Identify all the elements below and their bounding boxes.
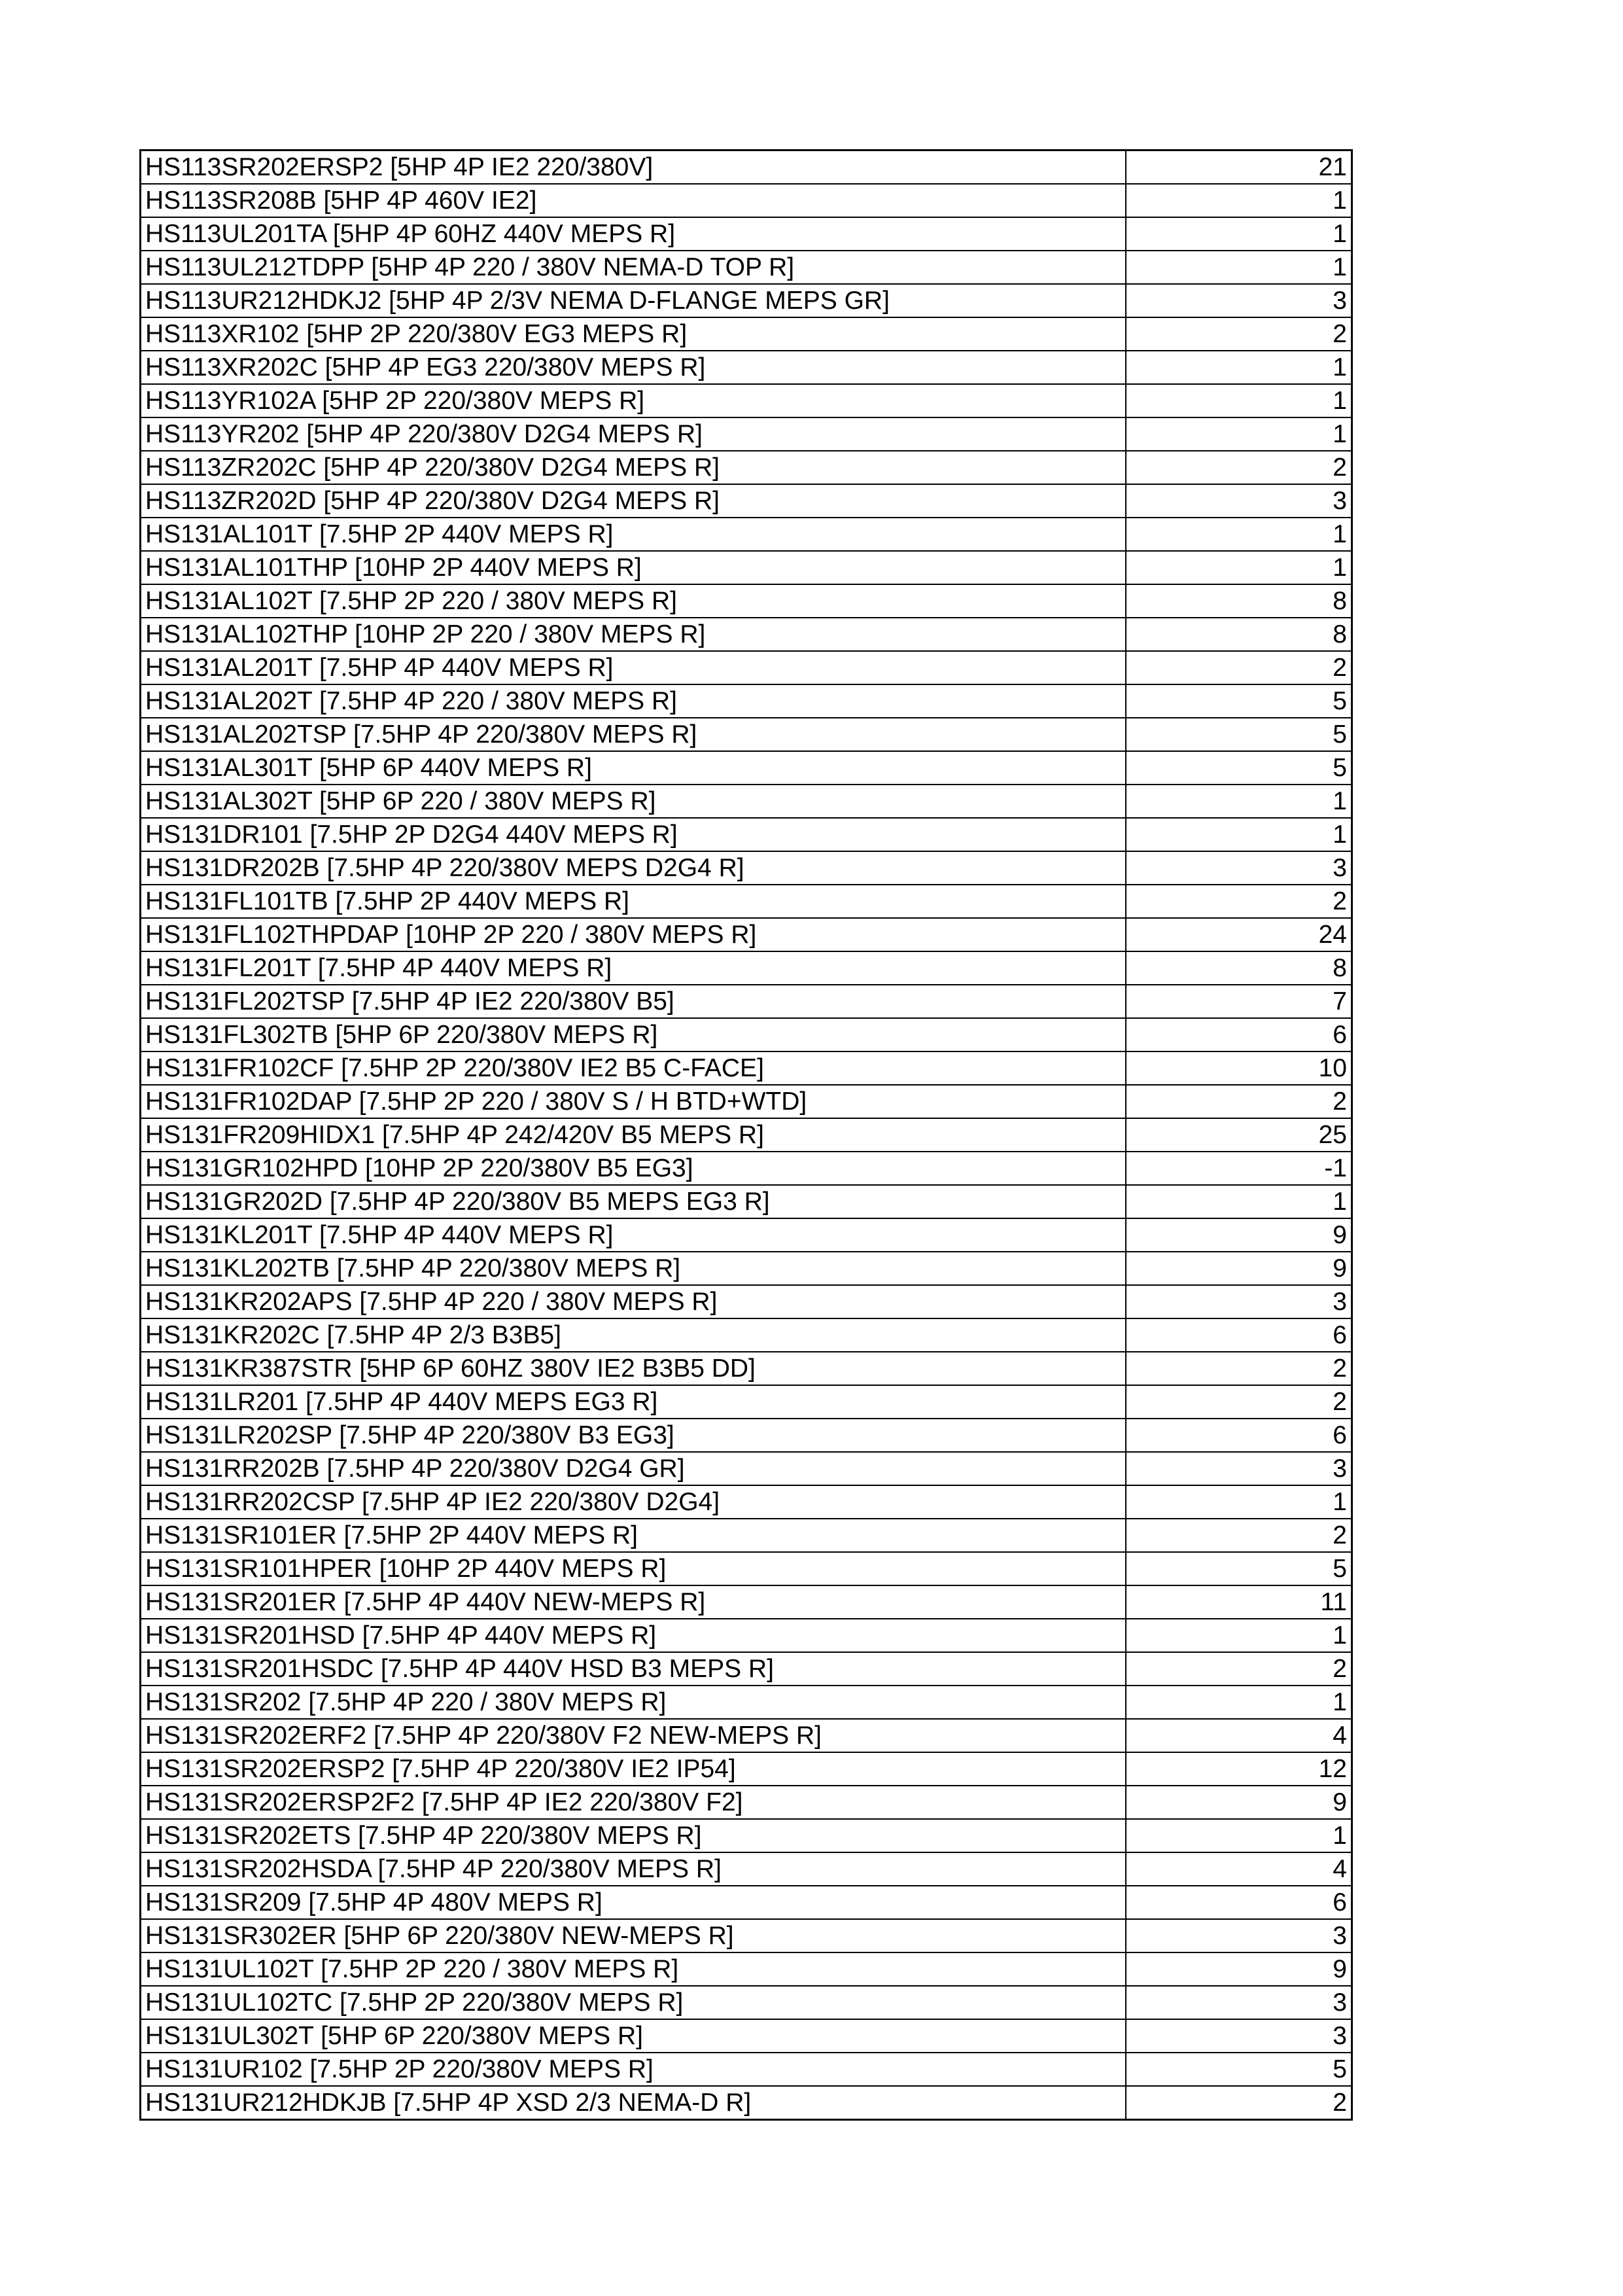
item-description-cell: HS131KL202TB [7.5HP 4P 220/380V MEPS R] bbox=[141, 1252, 1126, 1285]
item-description-cell: HS131SR209 [7.5HP 4P 480V MEPS R] bbox=[141, 1886, 1126, 1919]
item-quantity-cell: 8 bbox=[1126, 584, 1352, 618]
table-row bbox=[141, 851, 1352, 885]
item-quantity-cell: 1 bbox=[1126, 518, 1352, 551]
item-quantity-cell: 6 bbox=[1126, 1318, 1352, 1352]
item-description-cell: HS131SR202ETS [7.5HP 4P 220/380V MEPS R] bbox=[141, 1819, 1126, 1852]
item-quantity-cell: 7 bbox=[1126, 985, 1352, 1018]
table-row bbox=[141, 1385, 1352, 1419]
item-description-cell: HS131AL301T [5HP 6P 440V MEPS R] bbox=[141, 751, 1126, 785]
table-row bbox=[141, 951, 1352, 985]
item-description-cell: HS131AL302T [5HP 6P 220 / 380V MEPS R] bbox=[141, 785, 1126, 818]
item-description-cell: HS131AL101THP [10HP 2P 440V MEPS R] bbox=[141, 551, 1126, 584]
item-quantity-cell: 5 bbox=[1126, 751, 1352, 785]
item-description-cell: HS131FL202TSP [7.5HP 4P IE2 220/380V B5] bbox=[141, 985, 1126, 1018]
item-quantity-cell: 3 bbox=[1126, 1452, 1352, 1485]
item-quantity-cell: 6 bbox=[1126, 1419, 1352, 1452]
item-description-cell: HS131LR202SP [7.5HP 4P 220/380V B3 EG3] bbox=[141, 1419, 1126, 1452]
item-description-cell: HS131DR101 [7.5HP 2P D2G4 440V MEPS R] bbox=[141, 818, 1126, 851]
table-row bbox=[141, 417, 1352, 451]
table-row bbox=[141, 684, 1352, 718]
item-quantity-cell: 21 bbox=[1126, 150, 1352, 185]
table-row bbox=[141, 1686, 1352, 1719]
table-row bbox=[141, 150, 1352, 185]
item-quantity-cell: 2 bbox=[1126, 1652, 1352, 1686]
item-quantity-cell: 8 bbox=[1126, 618, 1352, 651]
item-description-cell: HS131SR202 [7.5HP 4P 220 / 380V MEPS R] bbox=[141, 1686, 1126, 1719]
item-quantity-cell: 4 bbox=[1126, 1852, 1352, 1886]
item-quantity-cell: 11 bbox=[1126, 1585, 1352, 1619]
item-description-cell: HS131SR202HSDA [7.5HP 4P 220/380V MEPS R] bbox=[141, 1852, 1126, 1886]
table-row bbox=[141, 1585, 1352, 1619]
item-description-cell: HS131FL102THPDAP [10HP 2P 220 / 380V MEPS R] bbox=[141, 918, 1126, 951]
table-row bbox=[141, 785, 1352, 818]
item-quantity-cell: 10 bbox=[1126, 1051, 1352, 1085]
item-quantity-cell: 5 bbox=[1126, 1552, 1352, 1585]
item-description-cell: HS131GR102HPD [10HP 2P 220/380V B5 EG3] bbox=[141, 1152, 1126, 1185]
table-row bbox=[141, 251, 1352, 284]
item-description-cell: HS113XR102 [5HP 2P 220/380V EG3 MEPS R] bbox=[141, 317, 1126, 351]
table-row bbox=[141, 1552, 1352, 1585]
item-description-cell: HS131SR302ER [5HP 6P 220/380V NEW-MEPS R] bbox=[141, 1919, 1126, 1952]
item-description-cell: HS131SR101HPER [10HP 2P 440V MEPS R] bbox=[141, 1552, 1126, 1585]
item-quantity-cell: 25 bbox=[1126, 1118, 1352, 1152]
item-quantity-cell: 5 bbox=[1126, 718, 1352, 751]
table-row bbox=[141, 584, 1352, 618]
table-row bbox=[141, 1018, 1352, 1051]
item-description-cell: HS131AL201T [7.5HP 4P 440V MEPS R] bbox=[141, 651, 1126, 684]
item-description-cell: HS113YR202 [5HP 4P 220/380V D2G4 MEPS R] bbox=[141, 417, 1126, 451]
item-quantity-cell: 6 bbox=[1126, 1886, 1352, 1919]
table-row bbox=[141, 1652, 1352, 1686]
item-description-cell: HS113SR202ERSP2 [5HP 4P IE2 220/380V] bbox=[141, 150, 1126, 185]
item-quantity-cell: 2 bbox=[1126, 1385, 1352, 1419]
table-row bbox=[141, 451, 1352, 484]
item-description-cell: HS113XR202C [5HP 4P EG3 220/380V MEPS R] bbox=[141, 351, 1126, 384]
table-row bbox=[141, 2019, 1352, 2053]
table-row bbox=[141, 1419, 1352, 1452]
item-description-cell: HS131DR202B [7.5HP 4P 220/380V MEPS D2G4 R] bbox=[141, 851, 1126, 885]
table-row bbox=[141, 484, 1352, 518]
item-quantity-cell: -1 bbox=[1126, 1152, 1352, 1185]
table-row bbox=[141, 1152, 1352, 1185]
item-description-cell: HS131AL102THP [10HP 2P 220 / 380V MEPS R] bbox=[141, 618, 1126, 651]
item-description-cell: HS131KR387STR [5HP 6P 60HZ 380V IE2 B3B5 DD] bbox=[141, 1352, 1126, 1385]
table-row bbox=[141, 1185, 1352, 1218]
table-row bbox=[141, 551, 1352, 584]
item-quantity-cell: 1 bbox=[1126, 351, 1352, 384]
item-quantity-cell: 3 bbox=[1126, 284, 1352, 317]
item-quantity-cell: 1 bbox=[1126, 818, 1352, 851]
table-row bbox=[141, 1986, 1352, 2019]
table-row bbox=[141, 985, 1352, 1018]
item-description-cell: HS131UL102TC [7.5HP 2P 220/380V MEPS R] bbox=[141, 1986, 1126, 2019]
item-quantity-cell: 3 bbox=[1126, 2019, 1352, 2053]
table-row bbox=[141, 1118, 1352, 1152]
item-quantity-cell: 3 bbox=[1126, 1986, 1352, 2019]
table-row bbox=[141, 2053, 1352, 2086]
table-row bbox=[141, 317, 1352, 351]
item-quantity-cell: 3 bbox=[1126, 851, 1352, 885]
item-quantity-cell: 12 bbox=[1126, 1752, 1352, 1786]
item-quantity-cell: 5 bbox=[1126, 684, 1352, 718]
item-quantity-cell: 1 bbox=[1126, 785, 1352, 818]
item-quantity-cell: 5 bbox=[1126, 2053, 1352, 2086]
table-row bbox=[141, 618, 1352, 651]
table-row bbox=[141, 284, 1352, 317]
item-quantity-cell: 1 bbox=[1126, 1819, 1352, 1852]
item-description-cell: HS131SR202ERSP2F2 [7.5HP 4P IE2 220/380V F2] bbox=[141, 1786, 1126, 1819]
table-row bbox=[141, 1619, 1352, 1652]
table-row bbox=[141, 1452, 1352, 1485]
item-quantity-cell: 1 bbox=[1126, 384, 1352, 417]
item-quantity-cell: 1 bbox=[1126, 551, 1352, 584]
item-description-cell: HS131KR202APS [7.5HP 4P 220 / 380V MEPS R] bbox=[141, 1285, 1126, 1318]
item-quantity-cell: 1 bbox=[1126, 1619, 1352, 1652]
item-quantity-cell: 6 bbox=[1126, 1018, 1352, 1051]
table-row bbox=[141, 718, 1352, 751]
table-row bbox=[141, 1886, 1352, 1919]
item-description-cell: HS131FL201T [7.5HP 4P 440V MEPS R] bbox=[141, 951, 1126, 985]
table-row bbox=[141, 1352, 1352, 1385]
item-quantity-cell: 4 bbox=[1126, 1719, 1352, 1752]
item-description-cell: HS113YR102A [5HP 2P 220/380V MEPS R] bbox=[141, 384, 1126, 417]
item-description-cell: HS113SR208B [5HP 4P 460V IE2] bbox=[141, 184, 1126, 217]
item-quantity-cell: 9 bbox=[1126, 1952, 1352, 1986]
table-row bbox=[141, 918, 1352, 951]
item-quantity-cell: 2 bbox=[1126, 2086, 1352, 2120]
item-quantity-cell: 3 bbox=[1126, 1285, 1352, 1318]
table-row bbox=[141, 1786, 1352, 1819]
table-row bbox=[141, 885, 1352, 918]
table-row bbox=[141, 1252, 1352, 1285]
table-row bbox=[141, 351, 1352, 384]
inventory-table bbox=[139, 149, 1353, 2121]
item-quantity-cell: 1 bbox=[1126, 417, 1352, 451]
item-quantity-cell: 9 bbox=[1126, 1786, 1352, 1819]
item-quantity-cell: 2 bbox=[1126, 885, 1352, 918]
table-row bbox=[141, 651, 1352, 684]
item-quantity-cell: 3 bbox=[1126, 484, 1352, 518]
item-description-cell: HS131RR202B [7.5HP 4P 220/380V D2G4 GR] bbox=[141, 1452, 1126, 1485]
item-quantity-cell: 2 bbox=[1126, 651, 1352, 684]
table-row bbox=[141, 1919, 1352, 1952]
item-description-cell: HS131KR202C [7.5HP 4P 2/3 B3B5] bbox=[141, 1318, 1126, 1352]
item-quantity-cell: 9 bbox=[1126, 1252, 1352, 1285]
item-quantity-cell: 3 bbox=[1126, 1919, 1352, 1952]
item-description-cell: HS113UL212TDPP [5HP 4P 220 / 380V NEMA-D TOP R] bbox=[141, 251, 1126, 284]
item-quantity-cell: 2 bbox=[1126, 1085, 1352, 1118]
item-description-cell: HS131FL101TB [7.5HP 2P 440V MEPS R] bbox=[141, 885, 1126, 918]
table-row bbox=[141, 1218, 1352, 1252]
item-description-cell: HS131UR102 [7.5HP 2P 220/380V MEPS R] bbox=[141, 2053, 1126, 2086]
table-row bbox=[141, 1051, 1352, 1085]
table-row bbox=[141, 1852, 1352, 1886]
inventory-table-body bbox=[141, 150, 1352, 2120]
item-quantity-cell: 1 bbox=[1126, 1185, 1352, 1218]
item-description-cell: HS131AL102T [7.5HP 2P 220 / 380V MEPS R] bbox=[141, 584, 1126, 618]
item-description-cell: HS131SR201ER [7.5HP 4P 440V NEW-MEPS R] bbox=[141, 1585, 1126, 1619]
table-row bbox=[141, 1719, 1352, 1752]
table-row bbox=[141, 1519, 1352, 1552]
item-description-cell: HS131UR212HDKJB [7.5HP 4P XSD 2/3 NEMA-D R] bbox=[141, 2086, 1126, 2120]
item-description-cell: HS131FR102CF [7.5HP 2P 220/380V IE2 B5 C-FACE] bbox=[141, 1051, 1126, 1085]
item-description-cell: HS113ZR202D [5HP 4P 220/380V D2G4 MEPS R] bbox=[141, 484, 1126, 518]
table-row bbox=[141, 1752, 1352, 1786]
item-description-cell: HS131AL202T [7.5HP 4P 220 / 380V MEPS R] bbox=[141, 684, 1126, 718]
item-quantity-cell: 1 bbox=[1126, 251, 1352, 284]
item-description-cell: HS113UL201TA [5HP 4P 60HZ 440V MEPS R] bbox=[141, 217, 1126, 251]
table-row bbox=[141, 1819, 1352, 1852]
item-description-cell: HS131FR102DAP [7.5HP 2P 220 / 380V S / H BTD+WTD] bbox=[141, 1085, 1126, 1118]
table-row bbox=[141, 518, 1352, 551]
item-description-cell: HS131RR202CSP [7.5HP 4P IE2 220/380V D2G4] bbox=[141, 1485, 1126, 1519]
item-description-cell: HS131AL101T [7.5HP 2P 440V MEPS R] bbox=[141, 518, 1126, 551]
item-description-cell: HS131SR202ERSP2 [7.5HP 4P 220/380V IE2 IP54] bbox=[141, 1752, 1126, 1786]
item-quantity-cell: 9 bbox=[1126, 1218, 1352, 1252]
item-description-cell: HS131SR201HSDC [7.5HP 4P 440V HSD B3 MEPS R] bbox=[141, 1652, 1126, 1686]
table-row bbox=[141, 751, 1352, 785]
table-row bbox=[141, 2086, 1352, 2120]
table-row bbox=[141, 184, 1352, 217]
table-row bbox=[141, 1318, 1352, 1352]
item-description-cell: HS131FL302TB [5HP 6P 220/380V MEPS R] bbox=[141, 1018, 1126, 1051]
item-quantity-cell: 1 bbox=[1126, 1686, 1352, 1719]
table-row bbox=[141, 818, 1352, 851]
item-quantity-cell: 1 bbox=[1126, 184, 1352, 217]
table-row bbox=[141, 1085, 1352, 1118]
table-row bbox=[141, 1285, 1352, 1318]
item-quantity-cell: 2 bbox=[1126, 1352, 1352, 1385]
table-row bbox=[141, 1952, 1352, 1986]
item-quantity-cell: 1 bbox=[1126, 1485, 1352, 1519]
item-description-cell: HS131SR202ERF2 [7.5HP 4P 220/380V F2 NEW-MEPS R] bbox=[141, 1719, 1126, 1752]
item-description-cell: HS131UL102T [7.5HP 2P 220 / 380V MEPS R] bbox=[141, 1952, 1126, 1986]
table-row bbox=[141, 384, 1352, 417]
item-quantity-cell: 2 bbox=[1126, 451, 1352, 484]
item-quantity-cell: 2 bbox=[1126, 317, 1352, 351]
item-quantity-cell: 24 bbox=[1126, 918, 1352, 951]
item-description-cell: HS131LR201 [7.5HP 4P 440V MEPS EG3 R] bbox=[141, 1385, 1126, 1419]
item-description-cell: HS131KL201T [7.5HP 4P 440V MEPS R] bbox=[141, 1218, 1126, 1252]
item-description-cell: HS113UR212HDKJ2 [5HP 4P 2/3V NEMA D-FLANGE MEPS GR] bbox=[141, 284, 1126, 317]
item-description-cell: HS131FR209HIDX1 [7.5HP 4P 242/420V B5 MEPS R] bbox=[141, 1118, 1126, 1152]
item-description-cell: HS131UL302T [5HP 6P 220/380V MEPS R] bbox=[141, 2019, 1126, 2053]
item-quantity-cell: 8 bbox=[1126, 951, 1352, 985]
item-description-cell: HS131GR202D [7.5HP 4P 220/380V B5 MEPS EG3 R] bbox=[141, 1185, 1126, 1218]
item-quantity-cell: 1 bbox=[1126, 217, 1352, 251]
item-description-cell: HS131SR201HSD [7.5HP 4P 440V MEPS R] bbox=[141, 1619, 1126, 1652]
item-description-cell: HS131AL202TSP [7.5HP 4P 220/380V MEPS R] bbox=[141, 718, 1126, 751]
item-quantity-cell: 2 bbox=[1126, 1519, 1352, 1552]
item-description-cell: HS113ZR202C [5HP 4P 220/380V D2G4 MEPS R] bbox=[141, 451, 1126, 484]
table-row bbox=[141, 1485, 1352, 1519]
item-description-cell: HS131SR101ER [7.5HP 2P 440V MEPS R] bbox=[141, 1519, 1126, 1552]
table-row bbox=[141, 217, 1352, 251]
